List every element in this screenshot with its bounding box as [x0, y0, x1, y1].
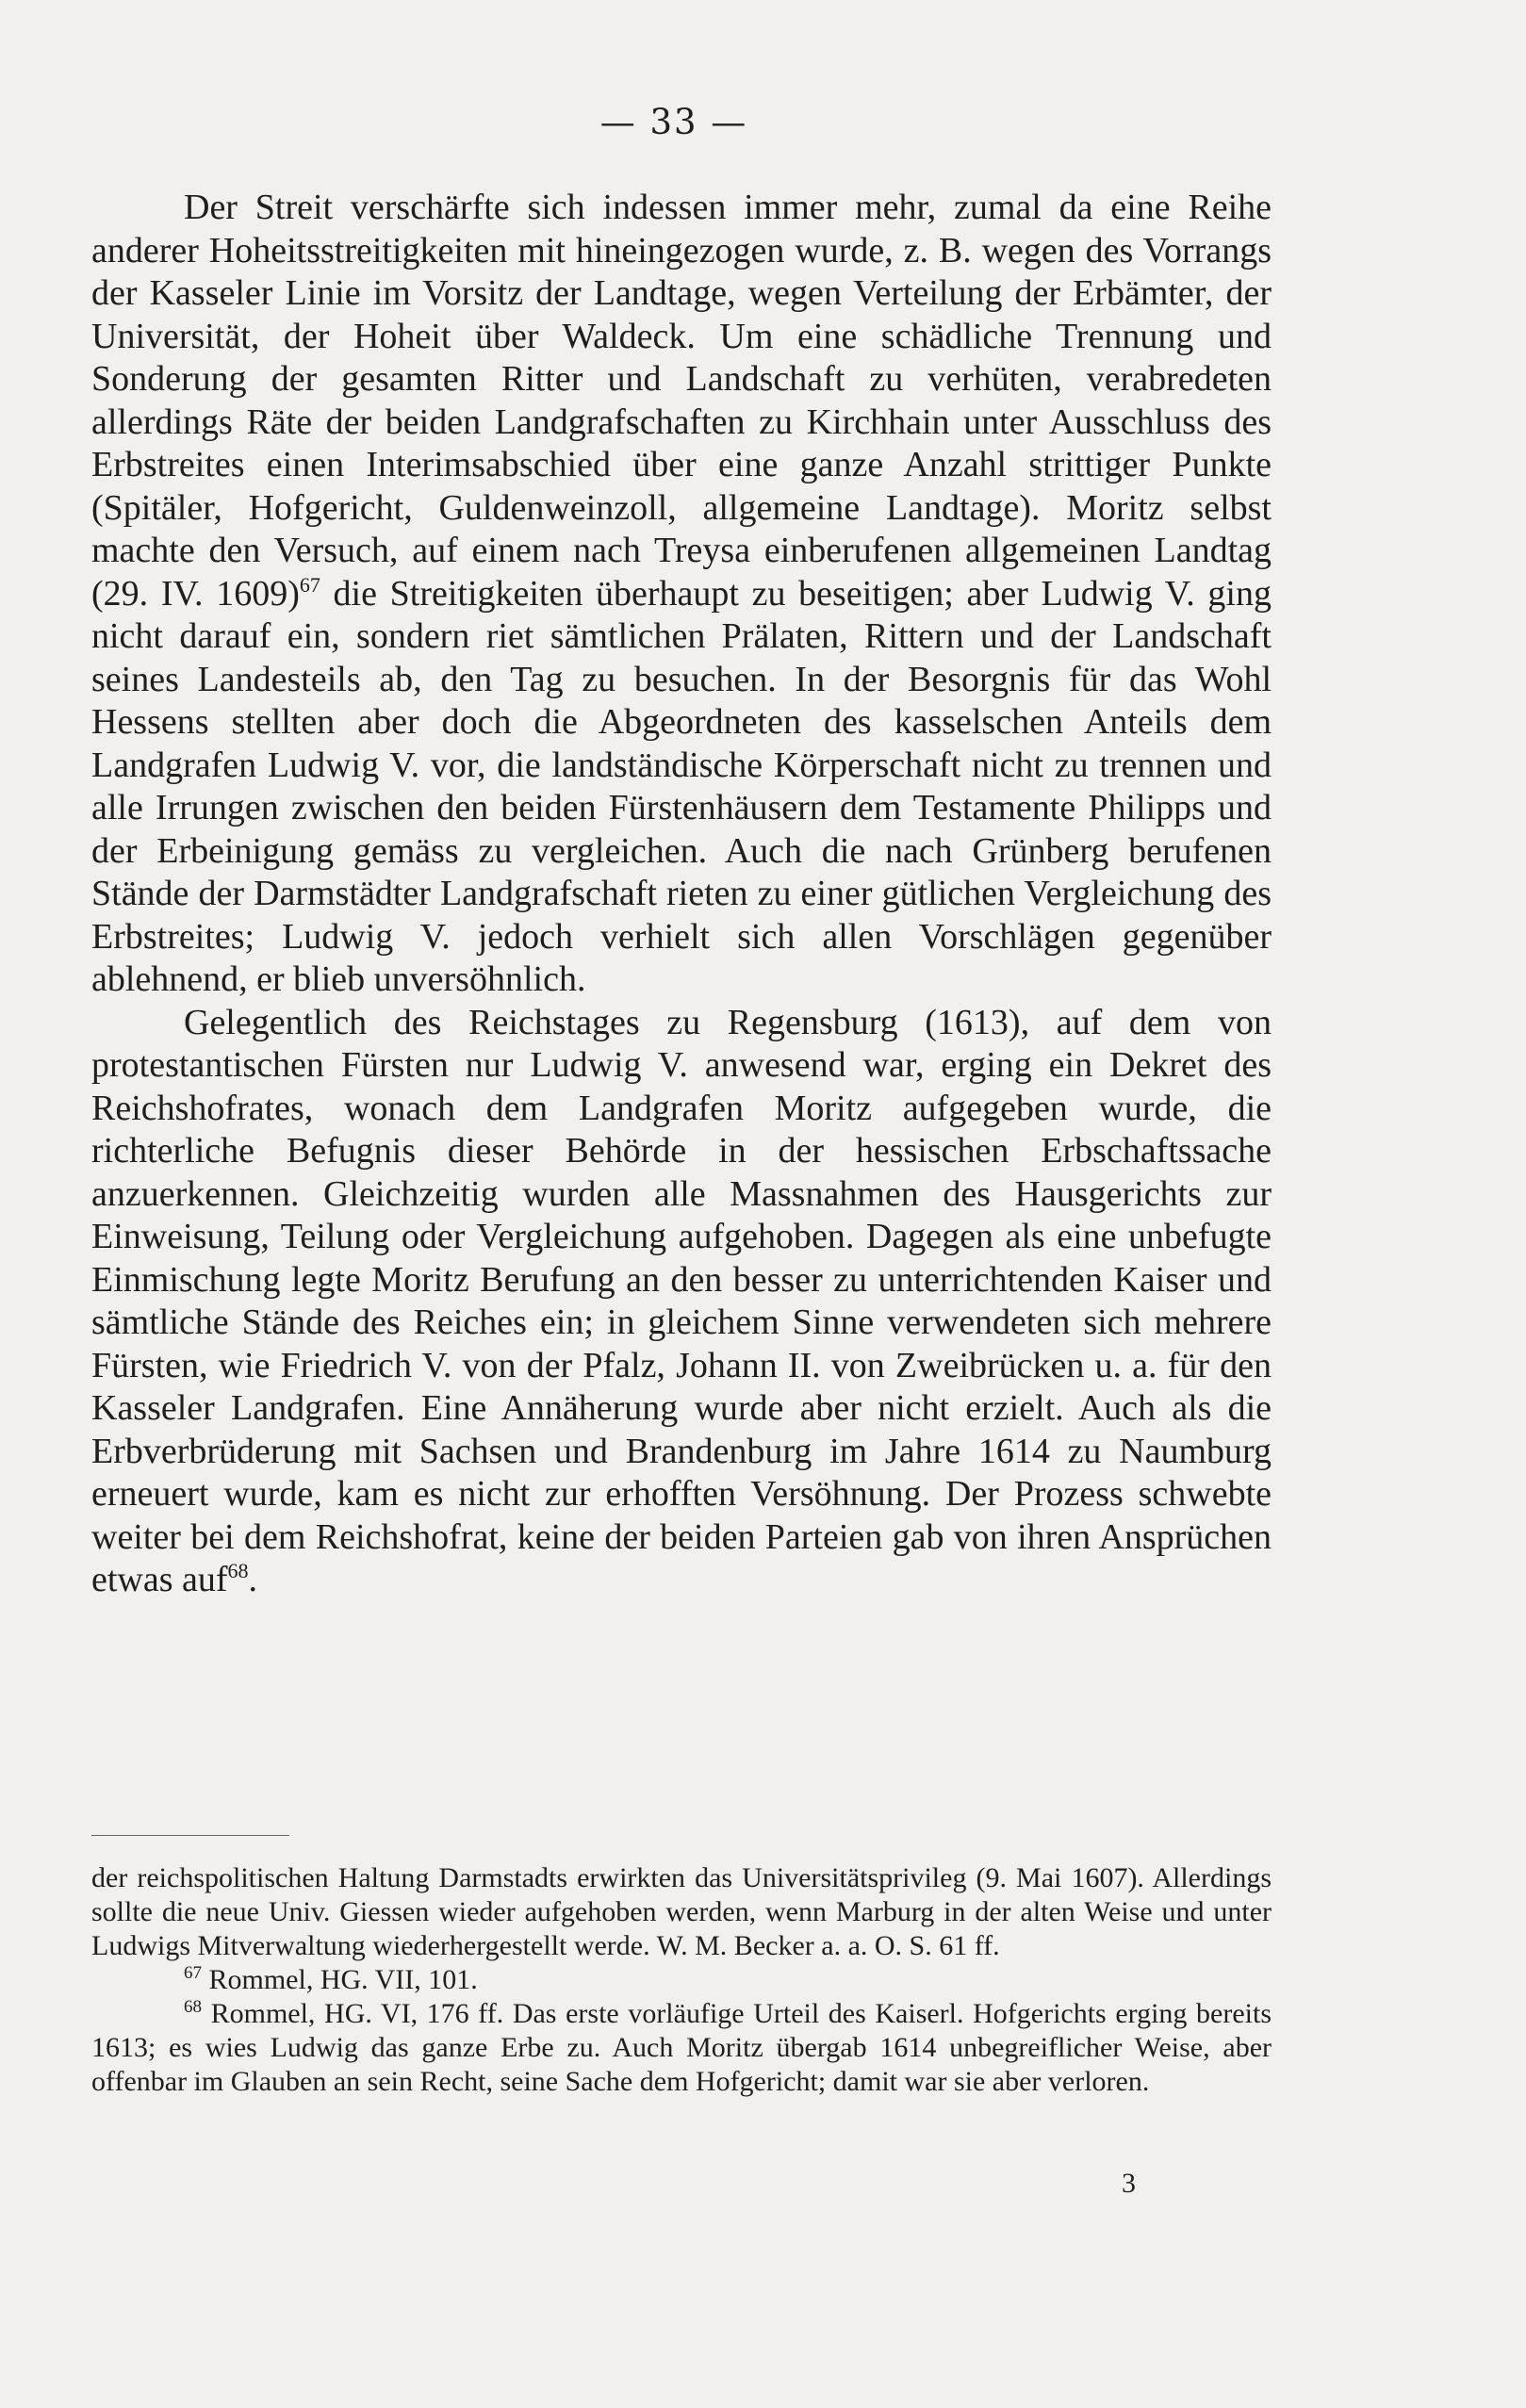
footnotes: [91, 1861, 1272, 2099]
footnote-67: [91, 1963, 1272, 1997]
footnote-text: Rommel, HG. VI, 176 ff. Das erste vorläufige Urteil des Kaiserl. Hofgerichts erging bereits 1613; es wies Ludwig das ganze Erbe zu. Auch Moritz übergab 1614 unbegreiflicher Weise, aber offenbar im Glauben an sein Recht, seine Sache dem Hofgericht; damit war sie aber verloren.: [91, 1998, 1272, 2097]
page-number: — 33 —: [599, 102, 748, 142]
footnote-continuation: der reichspolitischen Haltung Darmstadts erwirkten das Universitätsprivileg (9. Mai 1607). Allerdings sollte die neue Univ. Giessen wieder aufgehoben werden, wenn Marburg in der alten Weise und unter Ludwigs Mitverwaltung wiederhergestellt werde. W. M. Becker a. a. O. S. 61 ff.: [91, 1862, 1272, 1961]
footnote-reference-68: 68: [227, 1559, 249, 1582]
paragraph-text: Gelegentlich des Reichstages zu Regensburg (1613), auf dem von protestantischen Fürsten nur Ludwig V. anwesend war, erging ein Dekret des Reichshofrates, wonach dem Landgrafen Moritz aufgegeben wurde, die richterliche Befugnis dieser Behörde in der hessischen Erbschaftssache anzuerkennen. Gleichzeitig wurden alle Massnahmen des Hausgerichts zur Einweisung, Teilung oder Vergleichung aufgehoben. Dagegen als eine unbefugte Einmischung legte Moritz Berufung an den besser zu unterrichtenden Kaiser und sämtliche Stände des Reiches ein; in gleichem Sinne verwendeten sich mehrere Fürsten, wie Friedrich V. von der Pfalz, Johann II. von Zweibrücken u. a. für den Kasseler Landgrafen. Eine Annäherung wurde aber nicht erzielt. Auch als die Erbverbrüderung mit Sachsen und Brandenburg im Jahre 1614 zu Naumburg erneuert wurde, kam es nicht zur erhofften Versöhnung. Der Prozess schwebte weiter bei dem Reichshofrat, keine der beiden Parteien gab von ihren Ansprüchen etwas auf: [91, 1002, 1272, 1599]
paragraph-text: die Streitigkeiten überhaupt zu beseitigen; aber Ludwig V. ging nicht darauf ein, sondern riet sämtlichen Prälaten, Rittern und der Landschaft seines Landesteils ab, den Tag zu besuchen. In der Besorgnis für das Wohl Hessens stellten aber doch die Abgeordneten des kasselschen Anteils dem Landgrafen Ludwig V. vor, die landständische Körperschaft nicht zu trennen und alle Irrungen zwischen den beiden Fürstenhäusern dem Testamente Philipps und der Erbeinigung gemäss zu vergleichen. Auch die nach Grünberg berufenen Stände der Darmstädter Landgrafschaft rieten zu einer gütlichen Vergleichung des Erbstreites; Ludwig V. jedoch verhielt sich allen Vorschlägen gegenüber ablehnend, er blieb unversöhnlich.: [91, 573, 1272, 999]
paragraph: [91, 1002, 1272, 1602]
signature-mark: 3: [1122, 2168, 1136, 2199]
footnote-mark: 68: [184, 1997, 202, 2017]
paragraph-text: .: [248, 1560, 258, 1599]
footnote-mark: 67: [184, 1963, 202, 1983]
paragraph-text: Der Streit verschärfte sich indessen immer mehr, zumal da eine Reihe anderer Hoheitsstreitigkeiten mit hineingezogen wurde, z. B. wegen des Vorrangs der Kasseler Linie im Vorsitz der Landtage, wegen Verteilung der Erbämter, der Universität, der Hoheit über Waldeck. Um eine schädliche Trennung und Sonderung der gesamten Ritter und Landschaft zu verhüten, verabredeten allerdings Räte der beiden Landgrafschaften zu Kirchhain unter Ausschluss des Erbstreites einen Interimsabschied über eine ganze Anzahl strittiger Punkte (Spitäler, Hofgericht, Guldenweinzoll, allgemeine Landtage). Moritz selbst machte den Versuch, auf einem nach Treysa einberufenen allgemeinen Landtag (29. IV. 1609): [91, 188, 1272, 614]
paragraph: [91, 187, 1272, 1002]
footnote-text: Rommel, HG. VII, 101.: [202, 1964, 478, 1995]
footnote-separator: [91, 1835, 289, 1836]
footnote-reference-67: 67: [299, 572, 320, 597]
main-text: [91, 187, 1272, 1602]
footnote-68: [91, 1997, 1272, 2099]
